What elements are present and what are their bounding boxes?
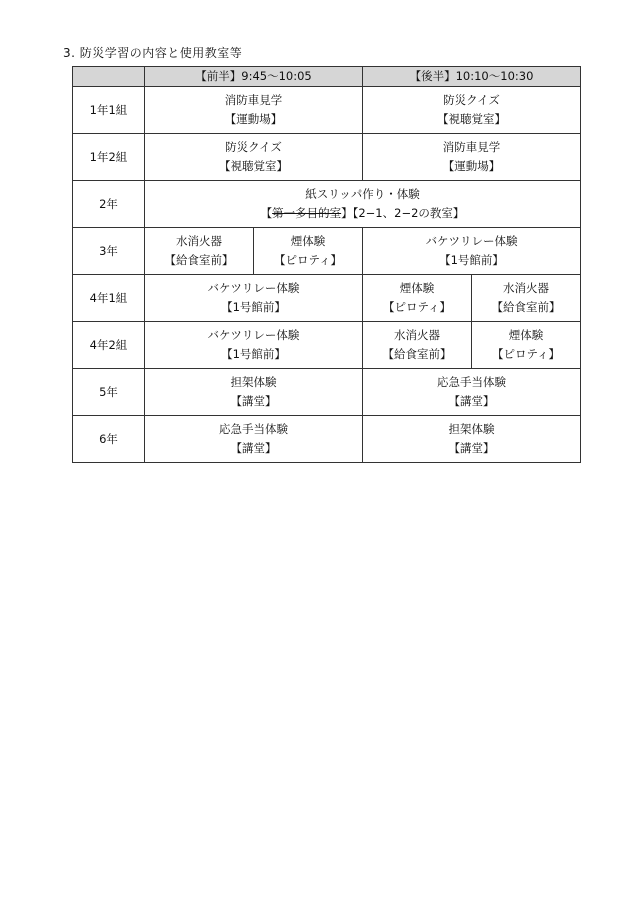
room-label: 【運動場】 xyxy=(442,159,501,173)
table-header-row xyxy=(73,67,581,87)
grade-cell: 2年 xyxy=(73,181,145,228)
table-row xyxy=(73,228,581,275)
grade-cell: 5年 xyxy=(73,369,145,416)
header-second-half: 【後半】10:10～10:30 xyxy=(363,67,581,87)
session-cell xyxy=(472,275,581,322)
activity-label: 煙体験 xyxy=(290,234,326,248)
activity-label: 水消火器 xyxy=(503,281,549,295)
header-first-half: 【前半】9:45～10:05 xyxy=(145,67,363,87)
session-cell xyxy=(363,416,581,463)
session-cell xyxy=(145,416,363,463)
room-label: 【給食室前】 xyxy=(382,347,452,361)
activity-label: 紙スリッパ作り・体験 xyxy=(305,187,420,201)
session-cell xyxy=(363,369,581,416)
room-label: 【ピロティ】 xyxy=(382,300,452,314)
room-label xyxy=(145,204,580,223)
table-row xyxy=(73,181,581,228)
activity-label: バケツリレー体験 xyxy=(207,281,300,295)
room-label: 【1号館前】 xyxy=(221,347,286,361)
room-label: 【講堂】 xyxy=(448,394,495,408)
session-cell xyxy=(363,275,472,322)
session-cell xyxy=(145,228,254,275)
table-row xyxy=(73,322,581,369)
activity-label: 応急手当体験 xyxy=(219,422,288,436)
grade-cell: 4年1組 xyxy=(73,275,145,322)
activity-label: 煙体験 xyxy=(508,328,544,342)
room-label: 【講堂】 xyxy=(230,394,277,408)
session-cell xyxy=(145,322,363,369)
activity-label: 担架体験 xyxy=(230,375,277,389)
table-row xyxy=(73,87,581,134)
activity-label: 防災クイズ xyxy=(443,93,500,107)
room-label: 【給食室前】 xyxy=(164,253,234,267)
grade-cell: 1年1組 xyxy=(73,87,145,134)
header-blank-cell xyxy=(73,67,145,87)
schedule-table xyxy=(72,66,581,463)
session-cell xyxy=(145,275,363,322)
grade-cell: 3年 xyxy=(73,228,145,275)
struck-room-label: 第一多目的室 xyxy=(272,206,342,220)
table-row xyxy=(73,134,581,181)
session-cell xyxy=(145,134,363,181)
grade-cell: 6年 xyxy=(73,416,145,463)
activity-label: 消防車見学 xyxy=(224,93,283,107)
activity-label: 応急手当体験 xyxy=(437,375,506,389)
room-label: 【ピロティ】 xyxy=(273,253,343,267)
room-label-rest: 】【2−1、2−2の教室】 xyxy=(341,206,465,220)
room-label: 【1号館前】 xyxy=(221,300,286,314)
grade-cell: 1年2組 xyxy=(73,134,145,181)
room-label: 【ピロティ】 xyxy=(491,347,561,361)
room-label: 【視聴覚室】 xyxy=(437,112,506,126)
room-bracket-open: 【 xyxy=(260,206,273,220)
activity-label: バケツリレー体験 xyxy=(207,328,300,342)
activity-label: 煙体験 xyxy=(399,281,435,295)
session-cell xyxy=(472,322,581,369)
session-cell xyxy=(363,228,581,275)
activity-label: バケツリレー体験 xyxy=(425,234,518,248)
session-cell xyxy=(254,228,363,275)
activity-label: 水消火器 xyxy=(394,328,440,342)
room-label: 【給食室前】 xyxy=(491,300,561,314)
activity-label: 防災クイズ xyxy=(225,140,282,154)
table-row xyxy=(73,275,581,322)
session-cell xyxy=(145,87,363,134)
activity-label: 担架体験 xyxy=(448,422,495,436)
session-cell xyxy=(363,134,581,181)
room-label: 【講堂】 xyxy=(448,441,495,455)
section-heading: 3. 防災学習の内容と使用教室等 xyxy=(63,46,243,60)
room-label: 【講堂】 xyxy=(230,441,277,455)
room-label: 【1号館前】 xyxy=(439,253,504,267)
grade-cell: 4年2組 xyxy=(73,322,145,369)
session-cell xyxy=(363,87,581,134)
session-cell xyxy=(145,181,581,228)
activity-label: 消防車見学 xyxy=(442,140,501,154)
room-label: 【視聴覚室】 xyxy=(219,159,288,173)
table-row xyxy=(73,369,581,416)
session-cell xyxy=(145,369,363,416)
session-cell xyxy=(363,322,472,369)
room-label: 【運動場】 xyxy=(224,112,283,126)
table-row xyxy=(73,416,581,463)
activity-label: 水消火器 xyxy=(176,234,222,248)
